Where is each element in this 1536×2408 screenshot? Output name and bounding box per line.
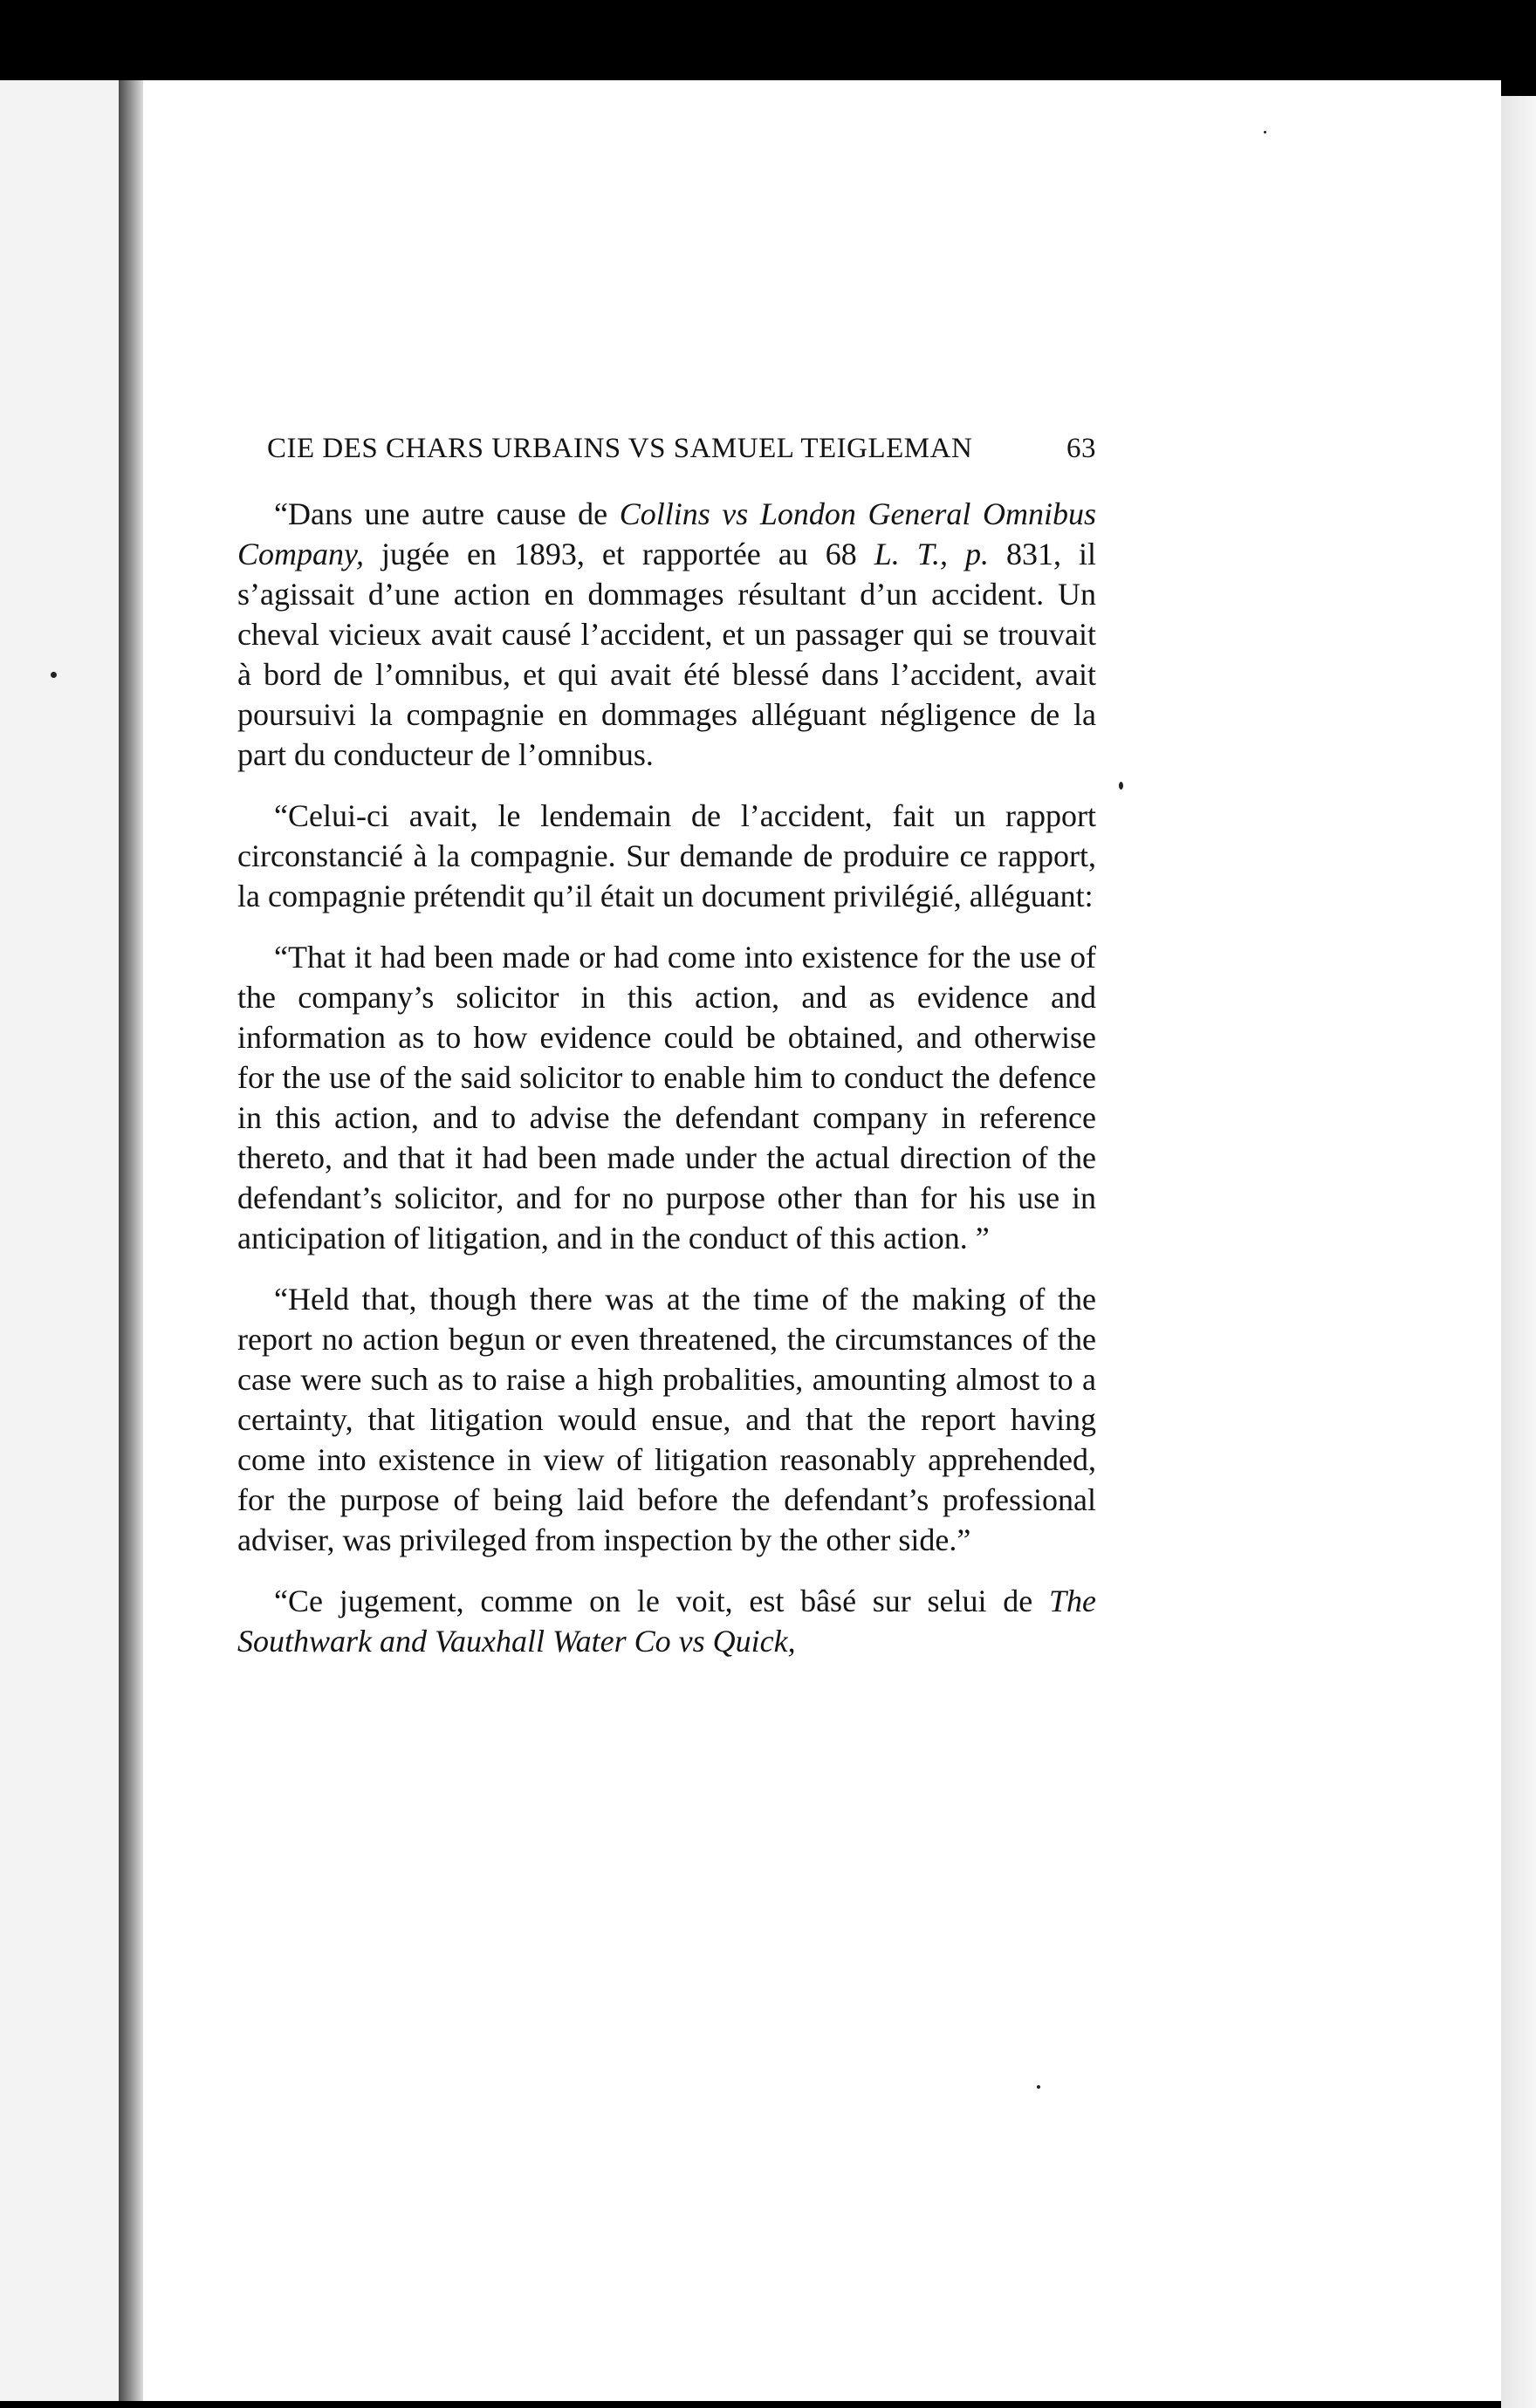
text-segment: jugée en 1893, et rapportée au 68 bbox=[364, 537, 874, 571]
facing-page-edge bbox=[0, 80, 119, 2401]
text-segment: “Dans une autre cause de bbox=[274, 496, 620, 531]
paragraph-collins-case bbox=[237, 494, 1096, 775]
text-segment: “Celui-ci avait, le lendemain de l’accident, fait un rapport circonstancié à la compagnie. Sur demande de produire ce rapport, la compagnie prétendit qu’il était un document privilégié, alléguant: bbox=[237, 798, 1096, 913]
dust-speck bbox=[1264, 131, 1266, 133]
paragraph-judgment-basis bbox=[237, 1581, 1096, 1661]
text-segment: “Ce jugement, comme on le voit, est bâsé sur selui de bbox=[274, 1584, 1049, 1618]
text-segment: “Held that, though there was at the time of the making of the report no action begun or even threatened, the circumstances of the case were such as to raise a high probalities, amounting almost to a certainty, that litigation would ensue, and that the report having come into existence in view of litigation reasonably apprehended, for the purpose of being laid before the defendant’s professional adviser, was privileged from inspection by the other side.” bbox=[237, 1282, 1096, 1557]
book-gutter bbox=[119, 80, 143, 2401]
dust-speck bbox=[51, 672, 57, 678]
text-segment: “That it had been made or had come into existence for the use of the company’s solicitor in this action, and as evidence and information as to how evidence could be obtained, and otherwise for the use of the said solicitor to enable him to conduct the defence in this action, and to advise the defendant company in reference thereto, and that it had been made under the actual direction of the defendant’s solicitor, and for no purpose other than for his use in anticipation of litigation, and in the conduct of this action. ” bbox=[237, 940, 1096, 1255]
paragraph-quoted-allegation bbox=[237, 937, 1096, 1258]
page-number: 63 bbox=[1066, 433, 1096, 464]
case-name-southwark: The Southwark and Vauxhall Water Co vs Quick, bbox=[237, 1584, 1096, 1659]
page-edge-right bbox=[1501, 96, 1536, 2408]
paragraph-held bbox=[237, 1279, 1096, 1560]
citation-lt: L. T., p. bbox=[874, 537, 990, 571]
paragraph-report bbox=[237, 796, 1096, 916]
dust-speck bbox=[1119, 782, 1123, 790]
text-segment: 831, il s’agissait d’une action en dommages résultant d’un accident. Un cheval vicieux avait causé l’accident, et un passager qui se trouvait à bord de l’omnibus, et qui avait été blessé dans l’accident, avait poursuivi la compagnie en dommages alléguant négligence de la part du conducteur de l’omnibus. bbox=[237, 537, 1096, 772]
running-header bbox=[267, 433, 1096, 465]
running-title: CIE DES CHARS URBAINS VS SAMUEL TEIGLEMAN bbox=[267, 433, 973, 464]
dust-speck bbox=[1037, 2085, 1040, 2089]
page-body bbox=[237, 494, 1096, 1682]
case-name-collins: Collins vs London General Omnibus Company, bbox=[237, 496, 1096, 571]
